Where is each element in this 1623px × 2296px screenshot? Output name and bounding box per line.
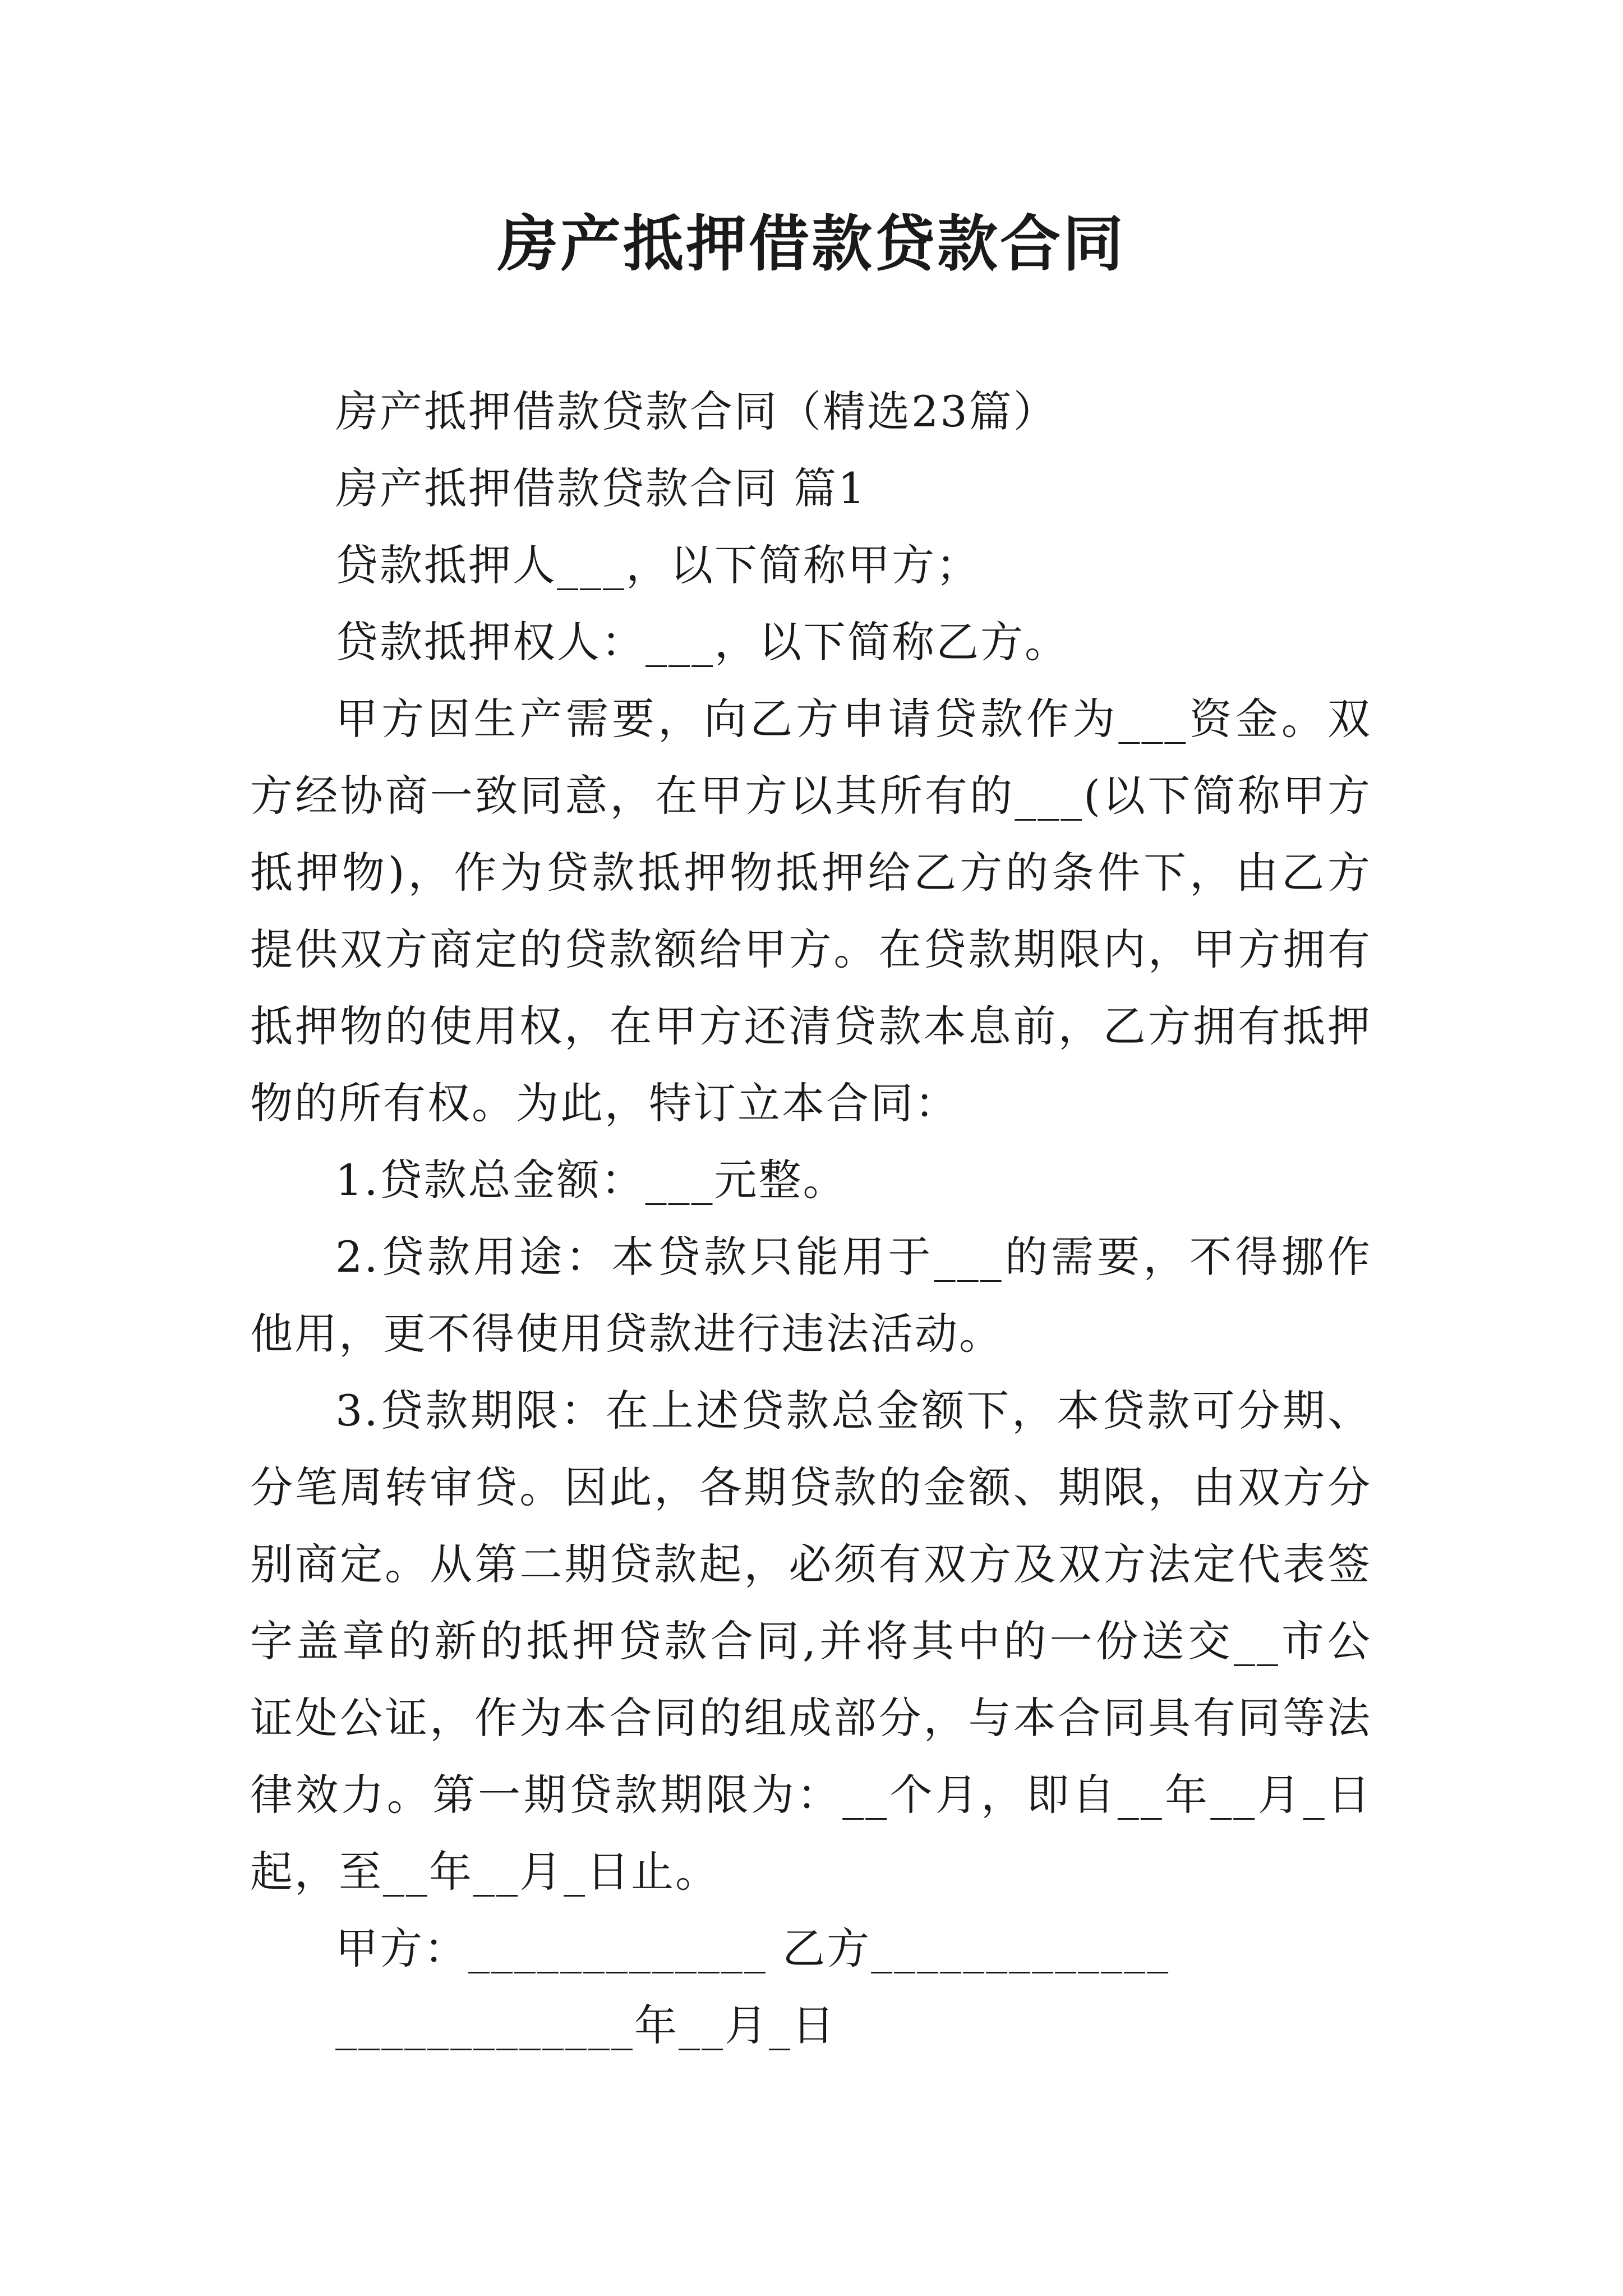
clause-3: 3.贷款期限：在上述贷款总金额下，本贷款可分期、分笔周转审贷。因此，各期贷款的金额、期限，由双方分别商定。从第二期贷款起，必须有双方及双方法定代表签字盖章的新的抵押贷款合同,并将其中的一份送交__市公证处公证，作为本合同的组成部分，与本合同具有同等法律效力。第一期贷款期限为：__个月，即自__年__月_日起，至__年__月_日止。: [250, 1386, 1372, 1897]
signature-parties: 甲方：_____________ 乙方_____________: [335, 1924, 1170, 1973]
preamble-paragraph: 甲方因生产需要，向乙方申请贷款作为___资金。双方经协商一致同意，在甲方以其所有的___(以下简称甲方抵押物)，作为贷款抵押物抵押给乙方的条件下，由乙方提供双方商定的贷款额给甲方。在贷款期限内，甲方拥有抵押物的使用权，在甲方还清贷款本息前，乙方拥有抵押物的所有权。为此，特订立本合同：: [250, 694, 1372, 1128]
signature-date: _____________年__月_日: [335, 2000, 836, 2050]
subtitle-selection: 房产抵押借款贷款合同（精选23篇）: [335, 386, 1058, 436]
clause-2: 2.贷款用途：本贷款只能用于___的需要，不得挪作他用，更不得使用贷款进行违法活动。: [250, 1232, 1372, 1359]
section-heading: 房产抵押借款贷款合同 篇1: [335, 463, 867, 513]
clause-1: 1.贷款总金额：___元整。: [335, 1155, 847, 1205]
mortgagor-line: 贷款抵押人___，以下简称甲方；: [335, 540, 980, 590]
document-title: 房产抵押借款贷款合同: [497, 209, 1126, 279]
document-body: [250, 373, 1372, 2064]
mortgagee-line: 贷款抵押权人：___，以下简称乙方。: [335, 617, 1069, 667]
